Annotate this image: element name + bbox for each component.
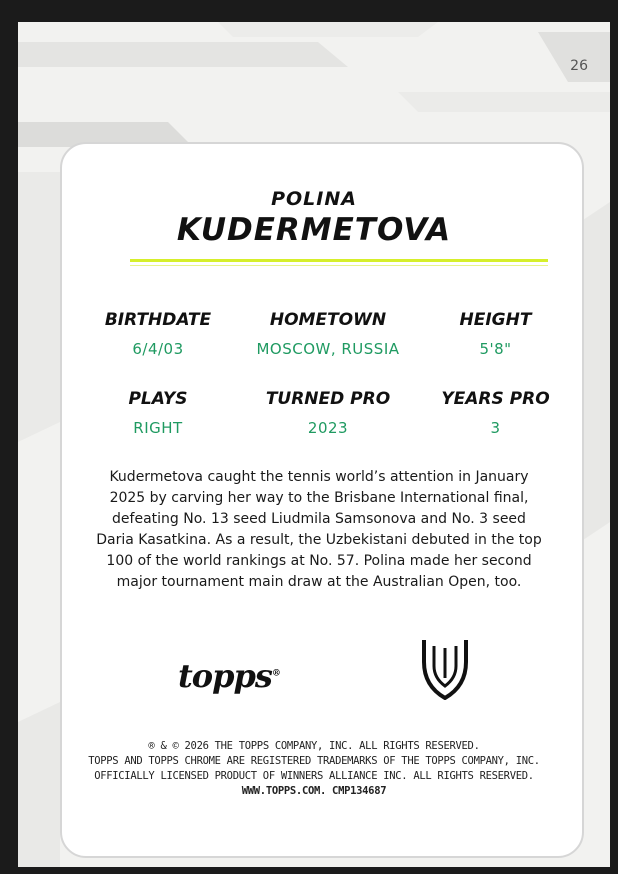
- stat-value-turned-pro: 2023: [307, 419, 349, 437]
- stat-label-turned-pro: TURNED PRO: [265, 389, 391, 409]
- topps-logo: topps®: [178, 657, 280, 695]
- legal-line-1: ® & © 2026 THE TOPPS COMPANY, INC. ALL RIGHTS RESERVED.: [148, 740, 480, 752]
- bio-line: 100 of the world rankings at No. 57. Polina made her second: [106, 553, 532, 569]
- stat-value-years-pro: 3: [490, 419, 501, 437]
- bio-line: Kudermetova caught the tennis world’s attention in January: [109, 469, 529, 485]
- player-bio: [86, 467, 552, 593]
- player-first-name: POLINA: [271, 188, 357, 210]
- player-last-name: KUDERMETOVA: [176, 212, 452, 248]
- legal-line-2: TOPPS AND TOPPS CHROME ARE REGISTERED TRADEMARKS OF THE TOPPS COMPANY, INC.: [88, 755, 540, 767]
- accent-line-thin: [130, 265, 548, 266]
- stat-label-years-pro: YEARS PRO: [441, 389, 550, 409]
- bio-line: Daria Kasatkina. As a result, the Uzbekistani debuted in the top: [96, 532, 542, 548]
- stat-value-height: 5'8": [479, 340, 512, 358]
- card-back: [18, 22, 610, 867]
- winners-alliance-logo-icon: [420, 638, 470, 700]
- stat-label-plays: PLAYS: [128, 389, 188, 409]
- bio-line: major tournament main draw at the Australian Open, too.: [116, 574, 522, 590]
- stat-label-height: HEIGHT: [459, 310, 532, 330]
- card-number: 26: [570, 58, 588, 74]
- bio-line: 2025 by carving her way to the Brisbane International final,: [109, 490, 529, 506]
- stat-value-plays: RIGHT: [133, 419, 183, 437]
- stat-label-birthdate: BIRTHDATE: [104, 310, 212, 330]
- legal-line-3: OFFICIALLY LICENSED PRODUCT OF WINNERS ALLIANCE INC. ALL RIGHTS RESERVED.: [94, 770, 534, 782]
- accent-line: [130, 259, 548, 262]
- stat-value-birthdate: 6/4/03: [132, 340, 184, 358]
- legal-line-4: WWW.TOPPS.COM. CMP134687: [241, 785, 387, 797]
- bio-line: defeating No. 13 seed Liudmila Samsonova and No. 3 seed: [112, 511, 526, 527]
- stat-value-hometown: MOSCOW, RUSSIA: [256, 340, 400, 358]
- stat-label-hometown: HOMETOWN: [269, 310, 387, 330]
